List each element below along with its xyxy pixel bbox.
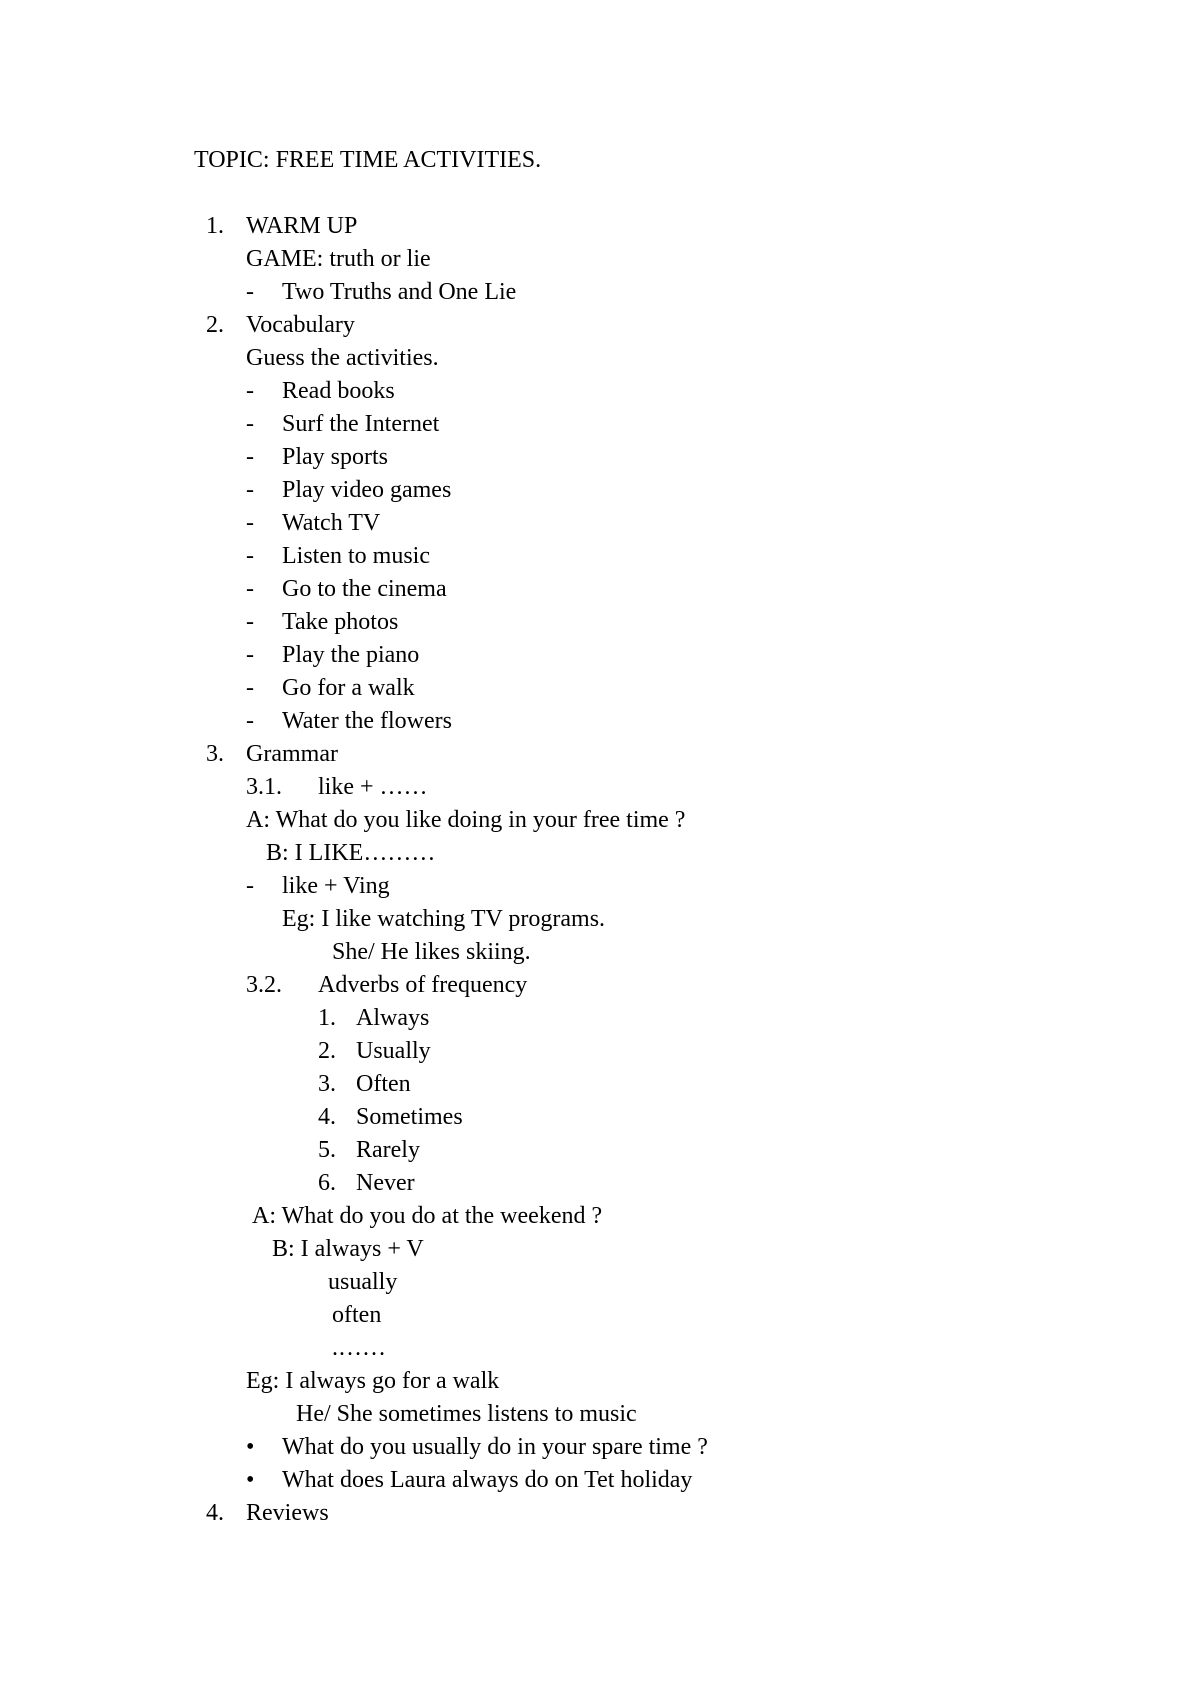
adverb-number: 1. — [318, 1005, 336, 1031]
dialogue-answer: B: I LIKE……… — [266, 840, 436, 866]
list-dash: - — [246, 477, 254, 503]
vocab-item: Take photos — [282, 609, 399, 635]
adverb-word: Rarely — [356, 1137, 420, 1163]
section-4-heading: Reviews — [246, 1500, 329, 1526]
section-1-heading: WARM UP — [246, 213, 358, 239]
list-dash: - — [246, 411, 254, 437]
list-dash: - — [246, 708, 254, 734]
vocab-item: Play sports — [282, 444, 389, 470]
dialogue-question: A: What do you do at the weekend ? — [252, 1203, 603, 1229]
answer-alternative: often — [332, 1302, 382, 1328]
adverb-word: Often — [356, 1071, 411, 1097]
grammar-rule: like + Ving — [282, 873, 390, 899]
subsection-3-2-number: 3.2. — [246, 972, 282, 998]
list-dash: - — [246, 873, 254, 899]
section-2-intro: Guess the activities. — [246, 345, 439, 371]
dialogue-answer: B: I always + V — [272, 1236, 424, 1262]
list-dash: - — [246, 675, 254, 701]
list-item-text: Two Truths and One Lie — [282, 279, 517, 305]
section-2-number: 2. — [206, 312, 224, 338]
section-2-heading: Vocabulary — [246, 312, 355, 338]
example-sentence: He/ She sometimes listens to music — [296, 1401, 637, 1427]
answer-alternative: usually — [328, 1269, 398, 1295]
vocab-item: Play video games — [282, 477, 452, 503]
dialogue-question: A: What do you like doing in your free time ? — [246, 807, 686, 833]
answer-alternative: .…… — [332, 1335, 386, 1361]
list-dash: - — [246, 510, 254, 536]
adverb-number: 6. — [318, 1170, 336, 1196]
list-dash: - — [246, 444, 254, 470]
vocab-item: Water the flowers — [282, 708, 452, 734]
section-1-number: 1. — [206, 213, 224, 239]
adverb-number: 5. — [318, 1137, 336, 1163]
vocab-item: Listen to music — [282, 543, 430, 569]
vocab-item: Go for a walk — [282, 675, 415, 701]
example-sentence: She/ He likes skiing. — [332, 939, 531, 965]
bullet-icon: • — [246, 1434, 255, 1460]
list-dash: - — [246, 378, 254, 404]
vocab-item: Play the piano — [282, 642, 420, 668]
example-sentence: Eg: I like watching TV programs. — [282, 906, 606, 932]
vocab-item: Watch TV — [282, 510, 381, 536]
vocab-item: Surf the Internet — [282, 411, 440, 437]
section-3-number: 3. — [206, 741, 224, 767]
page-title: TOPIC: FREE TIME ACTIVITIES. — [194, 147, 542, 173]
discussion-question: What do you usually do in your spare time ? — [282, 1434, 708, 1460]
subsection-3-1-number: 3.1. — [246, 774, 282, 800]
vocab-item: Read books — [282, 378, 395, 404]
adverb-number: 4. — [318, 1104, 336, 1130]
bullet-icon: • — [246, 1467, 255, 1493]
adverb-word: Usually — [356, 1038, 431, 1064]
adverb-number: 3. — [318, 1071, 336, 1097]
section-3-heading: Grammar — [246, 741, 338, 767]
list-dash: - — [246, 609, 254, 635]
section-1-game: GAME: truth or lie — [246, 246, 431, 272]
adverb-word: Sometimes — [356, 1104, 463, 1130]
list-dash: - — [246, 642, 254, 668]
vocab-item: Go to the cinema — [282, 576, 447, 602]
example-sentence: Eg: I always go for a walk — [246, 1368, 500, 1394]
discussion-question: What does Laura always do on Tet holiday — [282, 1467, 693, 1493]
adverb-word: Never — [356, 1170, 415, 1196]
list-item: - — [246, 279, 254, 305]
list-dash: - — [246, 543, 254, 569]
subsection-3-1-title: like + …… — [318, 774, 428, 800]
adverb-number: 2. — [318, 1038, 336, 1064]
section-4-number: 4. — [206, 1500, 224, 1526]
list-dash: - — [246, 576, 254, 602]
subsection-3-2-title: Adverbs of frequency — [318, 972, 528, 998]
adverb-word: Always — [356, 1005, 430, 1031]
